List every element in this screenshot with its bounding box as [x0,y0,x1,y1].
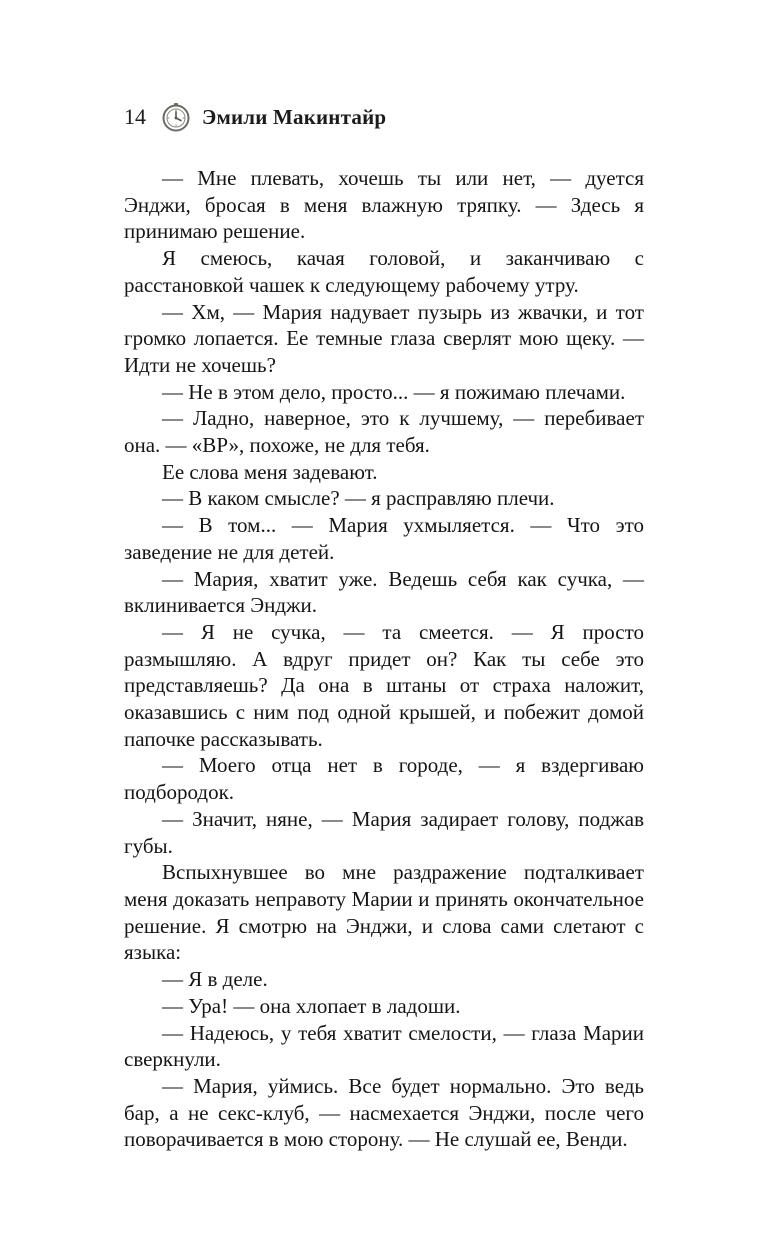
paragraph: Вспыхнувшее во мне раздражение подталкивает меня доказать неправоту Марии и принять окончательное решение. Я смотрю на Энджи, и слова сами слетают с языка: [124,860,644,965]
paragraph: — Хм, — Мария надувает пузырь из жвачки, и тот громко лопается. Ее темные глаза сверлят мою щеку. — Идти не хочешь? [124,299,644,377]
running-title: Эмили Макинтайр [202,104,387,129]
page-content [124,0,644,1153]
clock-icon [160,101,192,133]
paragraph: Ее слова меня задевают. [162,459,378,484]
paragraph: Я смеюсь, качая головой, и заканчиваю с расстановкой чашек к следующему рабочему утру. [124,246,644,297]
paragraph: — Я не сучка, — та смеется. — Я просто размышляю. А вдруг придет он? Как ты себе это представляешь? Да она в штаны от страха наложит, оказавшись с ним под одной крышей, и побежит домой папочке рассказывать. [124,619,644,751]
paragraph: — Ладно, наверное, это к лучшему, — перебивает она. — «ВР», похоже, не для тебя. [124,406,644,458]
paragraph: — Значит, няне, — Мария задирает голову, поджав губы. [124,806,644,858]
paragraph: — Моего отца нет в городе, — я вздергиваю подбородок. [124,753,644,805]
paragraph: — Мария, хватит уже. Ведешь себя как сучка, — вклинивается Энджи. [124,566,644,618]
paragraph: — Надеюсь, у тебя хватит смелости, — глаза Марии сверкнули. [124,1020,644,1072]
paragraph: — В каком смысле? — я расправляю плечи. [162,486,555,511]
page-number: 14 [124,104,146,129]
paragraph: — Ура! — она хлопает в ладоши. [162,993,461,1018]
paragraph: — В том... — Мария ухмыляется. — Что это заведение не для детей. [124,513,644,564]
paragraph: — Мне плевать, хочешь ты или нет, — дуется Энджи, бросая в меня влажную тряпку. — Здесь я принимаю решение. [124,166,644,244]
body-text [124,165,644,1153]
paragraph: — Мария, уймись. Все будет нормально. Это ведь бар, а не секс-клуб, — насмехается Энджи, после чего поворачивается в мою сторону. — Не слушай ее, Венди. [124,1073,644,1152]
paragraph: — Я в деле. [162,967,268,992]
page-header [124,101,644,133]
paragraph: — Не в этом дело, просто... — я пожимаю плечами. [162,379,626,404]
